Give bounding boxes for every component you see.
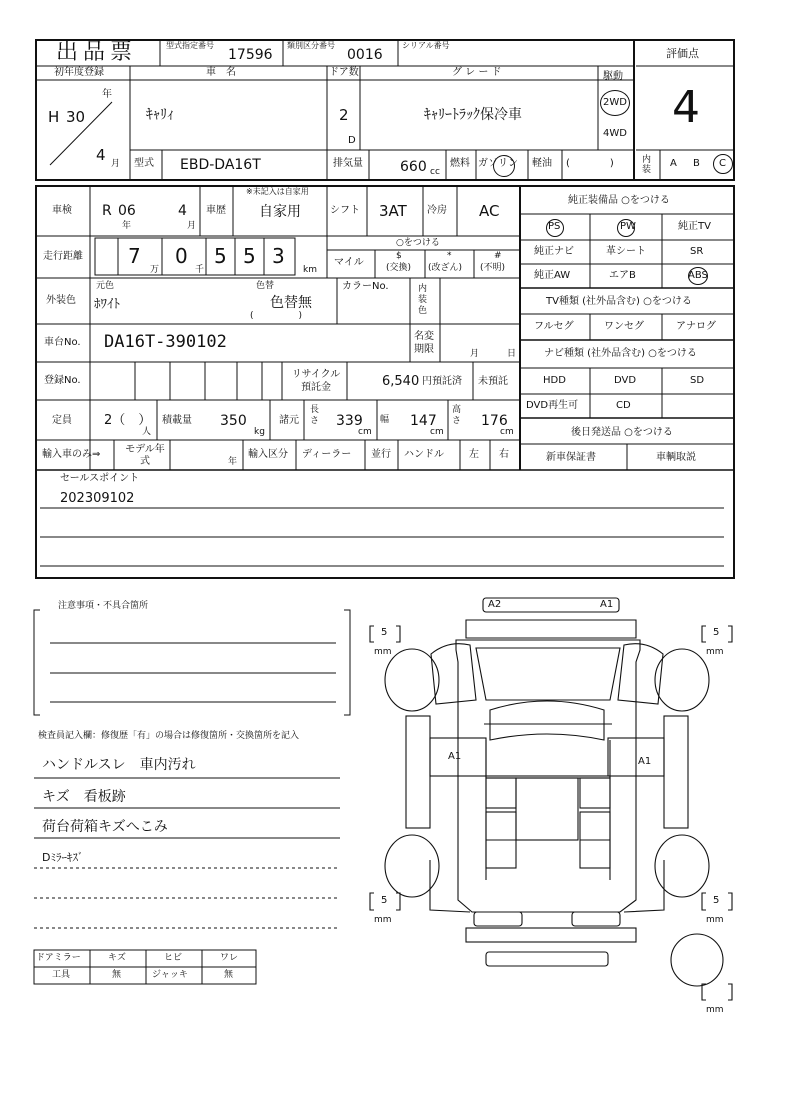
equip-abs-circle bbox=[688, 267, 708, 285]
interior-c-circle bbox=[713, 154, 733, 174]
chassis-label: 車台No. bbox=[44, 337, 81, 348]
handle-right-option[interactable]: 右 bbox=[499, 449, 509, 460]
tire-rl-unit: mm bbox=[374, 915, 392, 925]
mileage-mile[interactable]: マイル bbox=[334, 257, 364, 268]
table-header-scratch: キズ bbox=[108, 953, 126, 963]
shift-value: 3AT bbox=[379, 202, 407, 220]
capacity-unit: 人 bbox=[142, 427, 152, 437]
parallel-option[interactable]: 並行 bbox=[371, 449, 391, 460]
interior-color-label: 内装色 bbox=[418, 284, 428, 316]
table-cell-jack-value: 無 bbox=[224, 970, 234, 980]
height-unit: cm bbox=[500, 427, 514, 437]
fuel-label: 燃料 bbox=[450, 158, 470, 169]
tire-spare-unit: mm bbox=[706, 1005, 724, 1015]
height-label: 高さ bbox=[452, 405, 462, 426]
equip-ps-circle bbox=[546, 219, 564, 237]
shift-label: シフト bbox=[330, 205, 360, 216]
mileage-digit-3: 5 bbox=[214, 244, 227, 268]
history-note: ※未記入は自家用 bbox=[246, 187, 309, 196]
mileage-unit: km bbox=[303, 265, 317, 275]
note-line-1: ハンドルスレ 車内汚れ bbox=[42, 757, 196, 773]
inspection-era: R bbox=[102, 203, 112, 219]
navi-dvd[interactable]: DVD bbox=[614, 375, 637, 386]
interior-label: 内装 bbox=[642, 155, 652, 175]
mileage-unknown-sym: # bbox=[494, 251, 502, 261]
tire-fl-value: 5 bbox=[381, 627, 388, 638]
displacement-label: 排気量 bbox=[333, 158, 363, 169]
history-label: 車歴 bbox=[206, 205, 226, 216]
dealer-option[interactable]: ディーラー bbox=[302, 449, 352, 460]
navi-sd[interactable]: SD bbox=[690, 375, 705, 386]
equip-airbag[interactable]: エアB bbox=[609, 270, 636, 281]
sales-point-text: 202309102 bbox=[60, 491, 135, 506]
displacement-unit: cc bbox=[430, 167, 440, 177]
damage-front-left: A2 bbox=[488, 599, 502, 610]
capacity-label: 定員 bbox=[52, 415, 72, 426]
fuel-diesel[interactable]: 軽油 bbox=[532, 158, 552, 169]
ac-label: 冷房 bbox=[427, 205, 447, 216]
inspection-month: 4 bbox=[178, 203, 187, 219]
reg-era: H bbox=[48, 108, 60, 126]
load-value: 350 bbox=[220, 413, 247, 429]
serial-label: シリアル番号 bbox=[402, 41, 450, 50]
recycle-status: 円預託済 bbox=[422, 376, 462, 387]
capacity-value: 2（ ） bbox=[104, 413, 152, 428]
original-color-value: ﾎﾜｲﾄ bbox=[94, 297, 120, 312]
length-value: 339 bbox=[336, 413, 363, 429]
interior-grade-a[interactable]: A bbox=[670, 158, 677, 169]
fuel-gasoline[interactable]: ガソリン bbox=[478, 158, 518, 169]
equip-tv[interactable]: 純正TV bbox=[678, 221, 711, 232]
inspector-label: 検査員記入欄：修復歴「有」の場合は修復箇所・交換箇所を記入 bbox=[38, 731, 300, 741]
tire-rr-value: 5 bbox=[713, 895, 720, 906]
equip-pw[interactable]: PW bbox=[620, 221, 636, 232]
category-label: 類別区分番号 bbox=[287, 41, 335, 50]
width-value: 147 bbox=[410, 413, 437, 429]
drive-label: 駆動 bbox=[603, 71, 623, 82]
category-value: 0016 bbox=[347, 47, 383, 63]
mileage-label: 走行距離 bbox=[43, 251, 83, 262]
length-unit: cm bbox=[358, 427, 372, 437]
equip-navi[interactable]: 純正ナビ bbox=[534, 246, 574, 257]
car-name-value: ｷｬﾘｨ bbox=[146, 107, 174, 123]
table-header-break: ワレ bbox=[220, 953, 239, 963]
first-reg-label: 初年度登録 bbox=[54, 67, 104, 78]
name-change-month: 月 bbox=[470, 349, 480, 359]
tv-title: TV種類 (社外品含む) ○をつける bbox=[546, 296, 692, 307]
note-line-2: キズ 看板跡 bbox=[42, 789, 126, 805]
drive-2wd[interactable]: 2WD bbox=[603, 97, 627, 108]
grade-value: ｷｬﾘｰﾄﾗｯｸ保冷車 bbox=[424, 107, 522, 123]
color-no-label: カラーNo. bbox=[342, 281, 389, 292]
equip-abs[interactable]: ABS bbox=[688, 270, 708, 281]
navi-title: ナビ種類 (社外品含む) ○をつける bbox=[544, 348, 697, 359]
car-name-label: 車 名 bbox=[206, 67, 236, 78]
recycle-amount: 6,540 bbox=[382, 374, 420, 389]
reg-no-label: 登録No. bbox=[44, 375, 81, 386]
width-label: 幅 bbox=[380, 415, 390, 425]
mileage-sen: 千 bbox=[195, 265, 205, 275]
model-year-unit: 年 bbox=[228, 457, 238, 467]
load-label: 積載量 bbox=[162, 415, 192, 426]
recycle-unpaid: 未預託 bbox=[478, 376, 508, 387]
equip-aw[interactable]: 純正AW bbox=[534, 270, 571, 281]
doors-unit: D bbox=[348, 135, 356, 146]
height-value: 176 bbox=[481, 413, 508, 429]
import-type-label: 輸入区分 bbox=[248, 449, 288, 460]
type-designation-value: 17596 bbox=[228, 47, 273, 63]
drive-2wd-circle bbox=[600, 90, 630, 116]
model-label: 型式 bbox=[134, 158, 154, 169]
type-designation-label: 型式指定番号 bbox=[166, 41, 214, 50]
grade-label: グ レ ー ド bbox=[452, 67, 502, 78]
navi-hdd[interactable]: HDD bbox=[543, 375, 566, 386]
model-value: EBD-DA16T bbox=[180, 157, 261, 173]
equip-ps[interactable]: PS bbox=[548, 221, 561, 232]
post-title: 後日発送品 ○をつける bbox=[571, 427, 673, 438]
import-label: 輸入車のみ⇒ bbox=[42, 449, 101, 460]
mileage-digit-1: 7 bbox=[128, 244, 141, 268]
note-line-4: Dﾐﾗｰｷｽﾞ bbox=[42, 851, 84, 864]
mileage-digit-2: 0 bbox=[175, 244, 188, 268]
mileage-tamper-sym: * bbox=[447, 251, 452, 261]
damage-side-right: A1 bbox=[638, 756, 652, 767]
table-cell-jack-label: ジャッキ bbox=[152, 970, 188, 980]
displacement-value: 660 bbox=[400, 159, 427, 175]
tire-fr-value: 5 bbox=[713, 627, 720, 638]
caution-label: 注意事項・不具合箇所 bbox=[58, 601, 149, 611]
inspection-label: 車検 bbox=[52, 205, 72, 216]
repaint-paren: ( ) bbox=[250, 311, 303, 321]
dims-label: 諸元 bbox=[279, 415, 299, 426]
doors-label: ドア数 bbox=[329, 67, 359, 78]
mileage-mark-note: ○をつける bbox=[396, 238, 440, 248]
mileage-tamper[interactable]: (改ざん) bbox=[428, 263, 463, 273]
doors-value: 2 bbox=[339, 106, 349, 124]
note-line-3: 荷台荷箱キズへこみ bbox=[42, 819, 168, 835]
reg-month-unit: 月 bbox=[111, 159, 121, 169]
exterior-label: 外装色 bbox=[46, 295, 76, 306]
load-unit: kg bbox=[254, 427, 265, 437]
inspection-month-unit: 月 bbox=[187, 221, 197, 231]
vehicle-diagram bbox=[370, 598, 732, 1000]
table-cell-tools-value: 無 bbox=[112, 970, 122, 980]
tv-analog[interactable]: アナログ bbox=[676, 321, 716, 332]
tire-rl-value: 5 bbox=[381, 895, 388, 906]
equip-sr[interactable]: SR bbox=[690, 246, 704, 257]
name-change-day: 日 bbox=[507, 349, 517, 359]
mileage-man: 万 bbox=[150, 265, 160, 275]
inspection-year-unit: 年 bbox=[122, 221, 132, 231]
cd-option[interactable]: CD bbox=[616, 400, 631, 411]
mileage-swap[interactable]: (交換) bbox=[386, 263, 412, 273]
interior-grade-b[interactable]: B bbox=[693, 158, 700, 169]
form-title: 出品票 bbox=[56, 40, 138, 65]
width-unit: cm bbox=[430, 427, 444, 437]
fuel-gasoline-circle bbox=[493, 155, 515, 177]
equip-leather[interactable]: 革シート bbox=[606, 246, 646, 257]
length-label: 長さ bbox=[310, 405, 320, 426]
original-color-label: 元色 bbox=[96, 281, 115, 291]
equipment-title: 純正装備品 ○をつける bbox=[568, 195, 670, 206]
table-header-mirror: ドアミラー bbox=[36, 953, 81, 963]
mileage-digit-4: 5 bbox=[243, 244, 256, 268]
reg-year-unit: 年 bbox=[102, 89, 112, 100]
reg-month: 4 bbox=[96, 146, 106, 164]
tire-fl-unit: mm bbox=[374, 647, 392, 657]
mileage-digit-5: 3 bbox=[272, 244, 285, 268]
post-manual[interactable]: 車輌取説 bbox=[656, 452, 696, 463]
handle-label: ハンドル bbox=[404, 449, 444, 460]
chassis-value: DA16T-390102 bbox=[104, 332, 227, 352]
recycle-label: リサイクル預託金 bbox=[291, 369, 341, 393]
history-value: 自家用 bbox=[259, 204, 301, 220]
table-cell-tools-label: 工具 bbox=[52, 970, 71, 980]
rating-value: 4 bbox=[672, 82, 700, 133]
interior-grade-c[interactable]: C bbox=[719, 158, 726, 169]
damage-side-left: A1 bbox=[448, 751, 462, 762]
drive-4wd[interactable]: 4WD bbox=[603, 128, 627, 139]
name-change-label: 名変期限 bbox=[414, 331, 434, 355]
model-year-label: モデル年式 bbox=[125, 444, 165, 467]
repaint-value: 色替無 bbox=[270, 295, 312, 311]
mileage-swap-sym: $ bbox=[396, 251, 402, 261]
post-warranty[interactable]: 新車保証書 bbox=[546, 452, 596, 463]
mileage-unknown[interactable]: (不明) bbox=[480, 263, 506, 273]
dvd-playback[interactable]: DVD再生可 bbox=[526, 400, 579, 411]
damage-front-right: A1 bbox=[600, 599, 614, 610]
equip-pw-circle bbox=[617, 219, 635, 237]
tv-oneseg[interactable]: ワンセグ bbox=[604, 321, 644, 332]
inspection-year: 06 bbox=[118, 203, 136, 219]
tire-rr-unit: mm bbox=[706, 915, 724, 925]
rating-label: 評価点 bbox=[666, 47, 699, 60]
fuel-other-paren: ( ) bbox=[566, 158, 614, 169]
tv-fullseg[interactable]: フルセグ bbox=[534, 321, 574, 332]
table-header-crack: ヒビ bbox=[164, 953, 183, 963]
repaint-label: 色替 bbox=[256, 281, 275, 291]
ac-value: AC bbox=[479, 202, 500, 220]
reg-year: 30 bbox=[66, 108, 86, 126]
handle-left-option[interactable]: 左 bbox=[469, 449, 479, 460]
tire-fr-unit: mm bbox=[706, 647, 724, 657]
sales-point-label: セールスポイント bbox=[60, 473, 140, 484]
